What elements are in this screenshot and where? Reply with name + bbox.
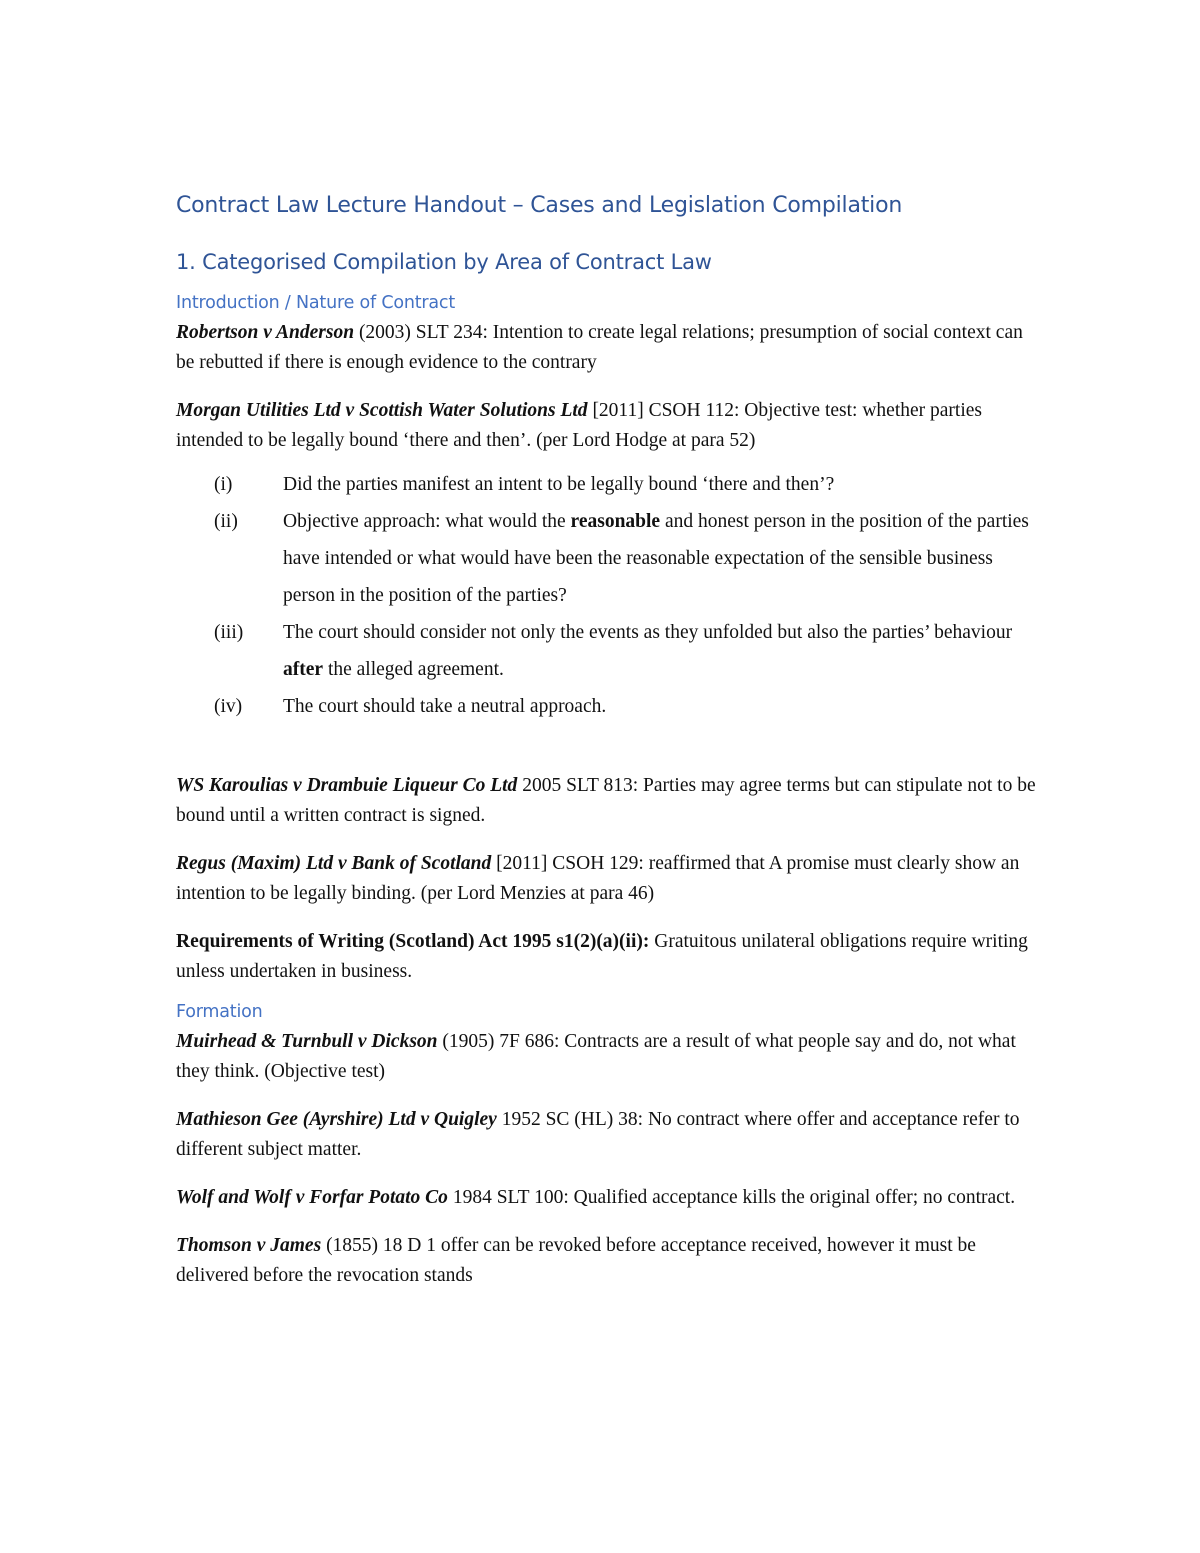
emphasis-text: after	[283, 659, 324, 680]
list-item	[176, 466, 1036, 503]
case-name: WS Karoulias v Drambuie Liqueur Co Ltd	[176, 775, 518, 796]
case-description: (2003) SLT 234: Intention to create legal relations; presumption of social context can be rebutted if there is enough evidence to the contrary	[176, 322, 1023, 373]
case-description: (1905) 7F 686: Contracts are a result of what people say and do, not what they think. (Objective test)	[176, 1031, 1016, 1082]
case-description: [2011] CSOH 129: reaffirmed that A promise must clearly show an intention to be legally binding. (per Lord Menzies at para 46)	[176, 853, 1020, 904]
case-entry-mathieson	[176, 1105, 1036, 1165]
subsection-heading-intro: Introduction / Nature of Contract	[176, 293, 456, 313]
case-description: (1855) 18 D 1 offer can be revoked before acceptance received, however it must be delivered before the revocation stands	[176, 1235, 976, 1286]
numbered-list	[176, 466, 1036, 725]
legislation-entry-rows	[176, 927, 1036, 987]
case-name: Wolf and Wolf v Forfar Potato Co	[176, 1187, 448, 1208]
case-name: Regus (Maxim) Ltd v Bank of Scotland	[176, 853, 492, 874]
list-item-number: (i)	[214, 474, 233, 495]
list-item	[176, 614, 1036, 688]
case-entry-wolf	[176, 1183, 1036, 1213]
list-item-number: (ii)	[214, 511, 238, 532]
case-name: Morgan Utilities Ltd v Scottish Water Solutions Ltd	[176, 400, 588, 421]
case-name: Mathieson Gee (Ayrshire) Ltd v Quigley	[176, 1109, 497, 1130]
list-item-number: (iv)	[214, 696, 243, 717]
document-page	[176, 186, 1036, 1309]
list-item-text	[283, 503, 1036, 614]
list-text-part: the alleged agreement.	[323, 659, 504, 680]
list-item	[176, 503, 1036, 614]
case-name: Muirhead & Turnbull v Dickson	[176, 1031, 438, 1052]
case-entry-muirhead	[176, 1027, 1036, 1087]
list-text-part: The court should consider not only the events as they unfolded but also the parties’ behaviour	[283, 622, 1013, 643]
case-entry-karoulias	[176, 771, 1036, 831]
list-item-text: Did the parties manifest an intent to be legally bound ‘there and then’?	[283, 474, 835, 495]
document-title: Contract Law Lecture Handout – Cases and Legislation Compilation	[176, 193, 903, 218]
case-entry-morgan	[176, 396, 1036, 456]
legislation-description: Gratuitous unilateral obligations require writing unless undertaken in business.	[176, 931, 1028, 982]
list-item-text: The court should take a neutral approach.	[283, 696, 607, 717]
subsection-heading-formation: Formation	[176, 1002, 263, 1022]
list-item-text	[283, 614, 1036, 688]
case-description: [2011] CSOH 112: Objective test: whether parties intended to be legally bound ‘there and then’. (per Lord Hodge at para 52)	[176, 400, 982, 451]
case-name: Thomson v James	[176, 1235, 322, 1256]
case-entry-thomson	[176, 1231, 1036, 1291]
list-item	[176, 688, 1036, 725]
list-text-part: Objective approach: what would the	[283, 511, 571, 532]
case-description: 1952 SC (HL) 38: No contract where offer and acceptance refer to different subject matter.	[176, 1109, 1020, 1160]
case-description: 1984 SLT 100: Qualified acceptance kills the original offer; no contract.	[447, 1187, 1016, 1208]
list-item-number: (iii)	[214, 622, 244, 643]
case-description: 2005 SLT 813: Parties may agree terms but can stipulate not to be bound until a written contract is signed.	[176, 775, 1036, 826]
case-entry-regus	[176, 849, 1036, 909]
emphasis-text: reasonable	[570, 511, 661, 532]
case-name: Robertson v Anderson	[176, 322, 355, 343]
list-text-part: and honest person in the position of the parties have intended or what would have been the reasonable expectation of the sensible business person in the position of the parties?	[283, 511, 1029, 606]
section-heading: 1. Categorised Compilation by Area of Contract Law	[176, 250, 712, 274]
case-entry-robertson	[176, 318, 1036, 378]
blank-line	[176, 725, 1036, 771]
legislation-name: Requirements of Writing (Scotland) Act 1995 s1(2)(a)(ii):	[176, 931, 650, 952]
